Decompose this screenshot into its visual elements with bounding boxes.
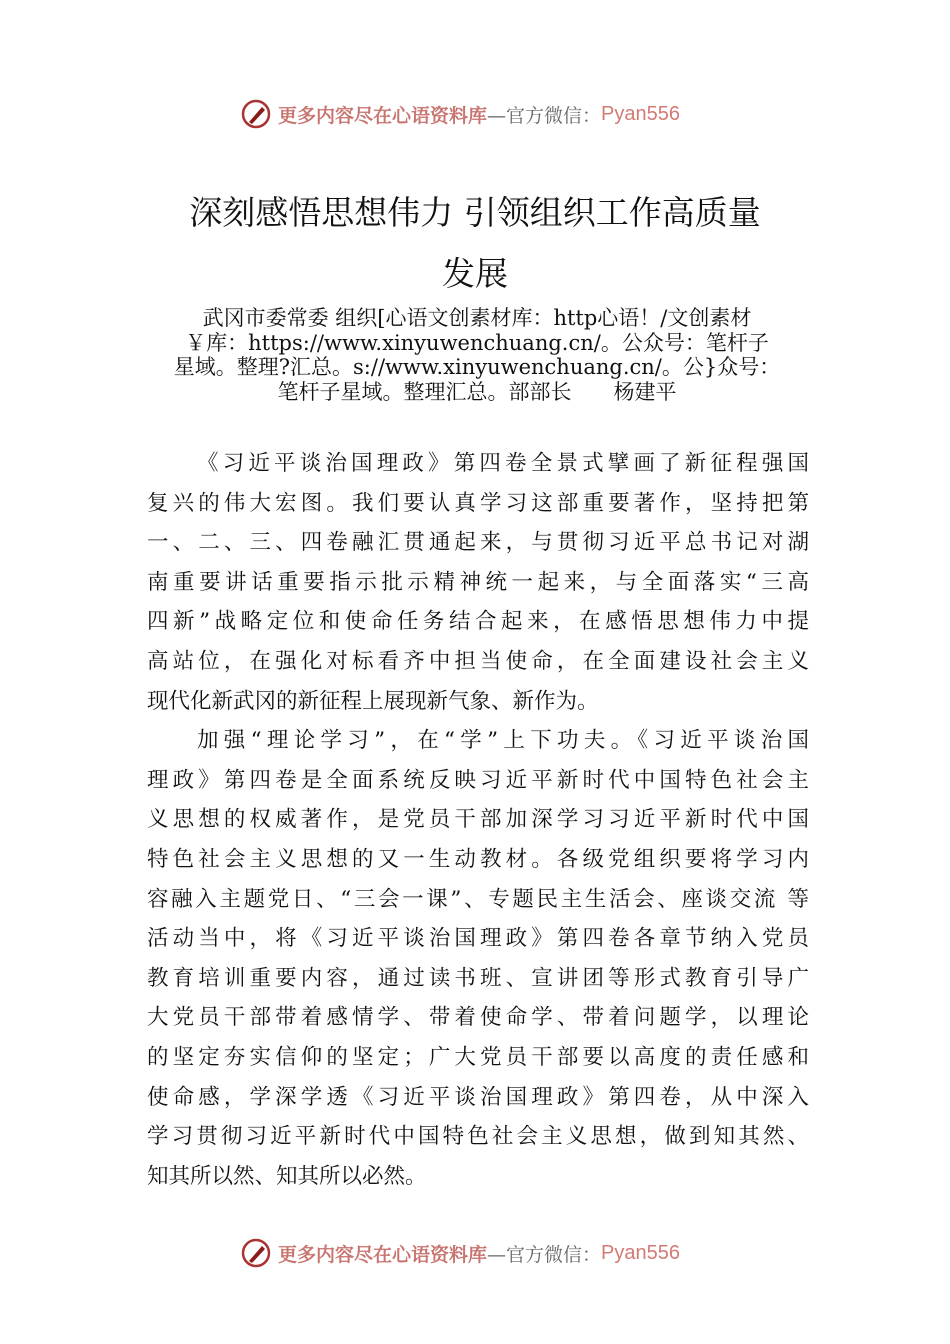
text-line: 《习近平谈治国理政》第四卷全景式擘画了新征程强国 [197,451,809,476]
banner-wechat-label: —官方微信： [487,1243,602,1266]
text-line: 理政》第四卷是全面系统反映习近平新时代中国特色社会主 [147,767,809,793]
pen-logo-icon [240,1237,272,1269]
body-text [147,444,809,1196]
text-line: 使命感，学深学透《习近平谈治国理政》第四卷，从中深入 [147,1084,809,1110]
text-line: 现代化新武冈的新征程上展现新气象、新作为。 [147,688,599,714]
text-line: 活动当中，将《习近平谈治国理政》第四卷各章节纳入党员 [147,926,809,952]
author-line: ￥库：https://www.xinyuwenchuang.cn/。公众号：笔杆子 [185,330,769,355]
footer-banner [240,1235,740,1271]
title-line-2: 发展 [442,254,508,293]
text-line: 高站位，在强化对标看齐中担当使命，在全面建设社会主义 [147,648,809,674]
text-line: 容融入主题党日、“三会一课”、专题民主生活会、座谈交流 等 [147,886,809,912]
text-line: 加强“理论学习”，在“学”上下功夫。《习近平谈治国 [197,728,809,754]
text-line: 四新”战略定位和使命任务结合起来，在感悟思想伟力中提 [147,609,809,635]
banner-wechat-id: Pyan556 [601,102,680,125]
author-line: 笔杆子星域。整理汇总。部部长 杨建平 [277,379,677,404]
banner-wechat-id: Pyan556 [601,1241,680,1264]
banner-text: 更多内容尽在心语资料库 [278,104,488,127]
author-line: 武冈市委常委 组织[心语文创素材库：http心语！/文创素材 [202,306,752,330]
text-line: 义思想的权威著作，是党员干部加深学习习近平新时代中国 [147,807,809,833]
author-line: 星域。整理?汇总。s://www.xinyuwenchuang.cn/。公}众号： [173,355,781,379]
text-line: 特色社会主义思想的又一生动教材。各级党组织要将学习内 [147,846,809,872]
text-line: 知其所以然、知其所以必然。 [147,1163,427,1189]
text-line: 的坚定夯实信仰的坚定；广大党员干部要以高度的责任感和 [147,1044,809,1070]
text-line: 南重要讲话重要指示批示精神统一起来，与全面落实“三高 [147,569,809,595]
text-line: 大党员干部带着感情学、带着使命学、带着问题学，以理论 [147,1005,809,1031]
paragraph-2 [147,721,809,1196]
text-line: 复兴的伟大宏图。我们要认真学习这部重要著作，坚持把第 [147,490,809,516]
text-line: 学习贯彻习近平新时代中国特色社会主义思想，做到知其然、 [147,1124,809,1150]
banner-text: 更多内容尽在心语资料库 [278,1243,488,1266]
header-banner [240,96,740,132]
paragraph-1 [147,444,809,721]
text-line: 教育培训重要内容，通过读书班、宣讲团等形式教育引导广 [147,965,809,991]
title-line-1: 深刻感悟思想伟力 引领组织工作高质量 [189,193,761,232]
author-block [137,306,817,404]
pen-logo-icon [240,98,272,130]
banner-wechat-label: —官方微信： [487,104,602,127]
text-line: 一、二、三、四卷融汇贯通起来，与贯彻习近平总书记对湖 [147,530,809,556]
